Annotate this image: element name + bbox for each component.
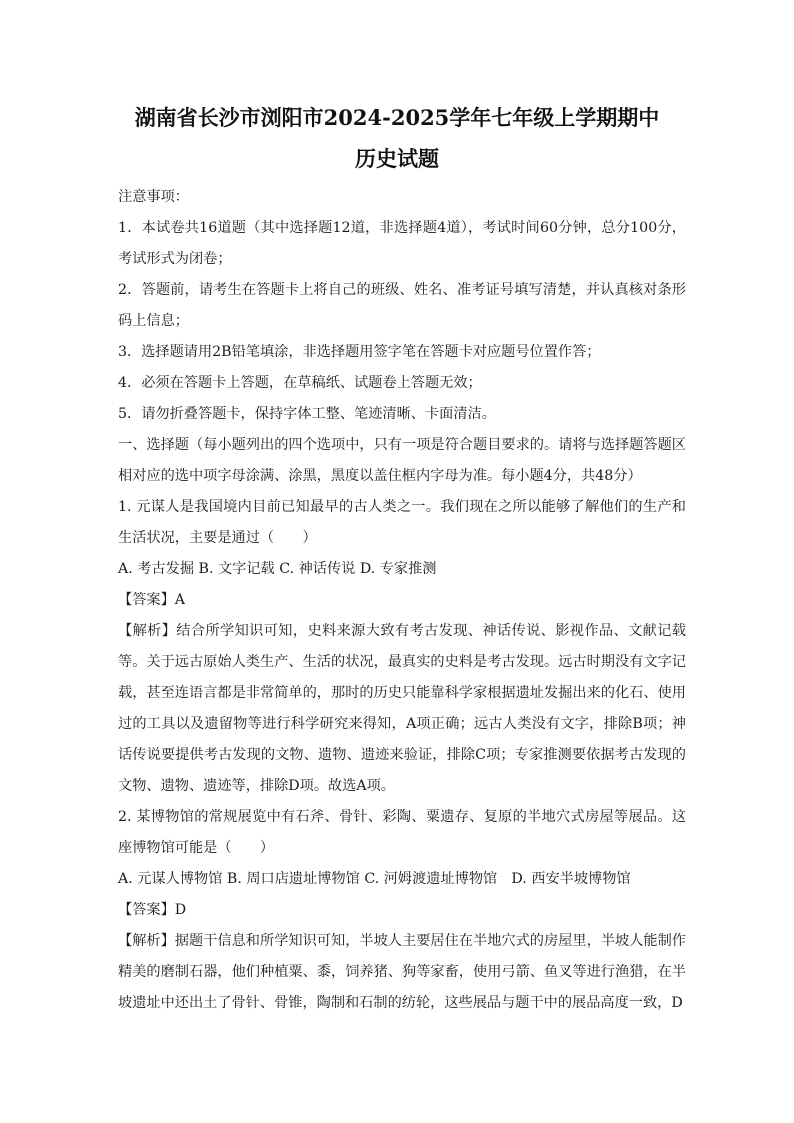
question-1-stem: 1. 元谋人是我国境内目前已知最早的古人类之一。我们现在之所以能够了解他们的生产和生活状况，主要是通过（ ） — [118, 499, 686, 546]
exam-subtitle: 历史试题 — [355, 146, 439, 171]
notice-heading: 注意事项： — [118, 189, 189, 205]
notice-item-1: 1．本试卷共16道题（其中选择题12道，非选择题4道），考试时间60分钟，总分100分，考试形式为闭卷； — [118, 220, 686, 267]
question-2-options: A. 元谋人博物馆 B. 周口店遗址博物馆 C. 河姆渡遗址博物馆 D. 西安半坡博物馆 — [118, 871, 631, 887]
question-2-analysis: 【解析】据题干信息和所学知识可知，半坡人主要居住在半地穴式的房屋里，半坡人能制作精美的磨制石器，他们种植粟、黍，饲养猪、狗等家畜，使用弓箭、鱼叉等进行渔猎，在半坡遗址中还出土了骨针、骨锥，陶制和石制的纺轮，这些展品与题干中的展品高度一致，D — [118, 933, 686, 1011]
question-2-stem: 2. 某博物馆的常规展览中有石斧、骨针、彩陶、粟遗存、复原的半地穴式房屋等展品。这座博物馆可能是（ ） — [118, 809, 686, 856]
notice-item-4: 4．必须在答题卡上答题，在草稿纸、试题卷上答题无效； — [118, 375, 482, 391]
exam-title: 湖南省长沙市浏阳市2024-2025学年七年级上学期期中 — [134, 105, 660, 130]
question-1-answer: 【答案】A — [118, 592, 185, 608]
notice-item-5: 5．请勿折叠答题卡，保持字体工整、笔迹清晰、卡面清洁。 — [118, 406, 496, 422]
section-heading: 一、选择题（每小题列出的四个选项中，只有一项是符合题目要求的。请将与选择题答题区相对应的选中项字母涂满、涂黑，黑度以盖住框内字母为准。每小题4分，共48分） — [118, 437, 686, 484]
question-1-analysis: 【解析】结合所学知识可知，史料来源大致有考古发现、神话传说、影视作品、文献记载等。关于远古原始人类生产、生活的状况，最真实的史料是考古发现。远古时期没有文字记载，甚至连语言都是非常简单的，那时的历史只能靠科学家根据遗址发掘出来的化石、使用过的工具以及遗留物等进行科学研究来得知，A项正确；远古人类没有文字，排除B项；神话传说要提供考古发现的文物、遗物、遗迹来验证，排除C项；专家推测要依据考古发现的文物、遗物、遗迹等，排除D项。故选A项。 — [118, 623, 686, 794]
notice-item-3: 3．选择题请用2B铅笔填涂，非选择题用签字笔在答题卡对应题号位置作答； — [118, 344, 601, 360]
question-2-answer: 【答案】D — [118, 902, 187, 918]
question-1-options: A. 考古发掘 B. 文字记载 C. 神话传说 D. 专家推测 — [118, 561, 437, 577]
exam-body — [118, 182, 686, 1019]
notice-item-2: 2．答题前，请考生在答题卡上将自己的班级、姓名、准考证号填写清楚，并认真核对条形码上信息； — [118, 282, 686, 329]
